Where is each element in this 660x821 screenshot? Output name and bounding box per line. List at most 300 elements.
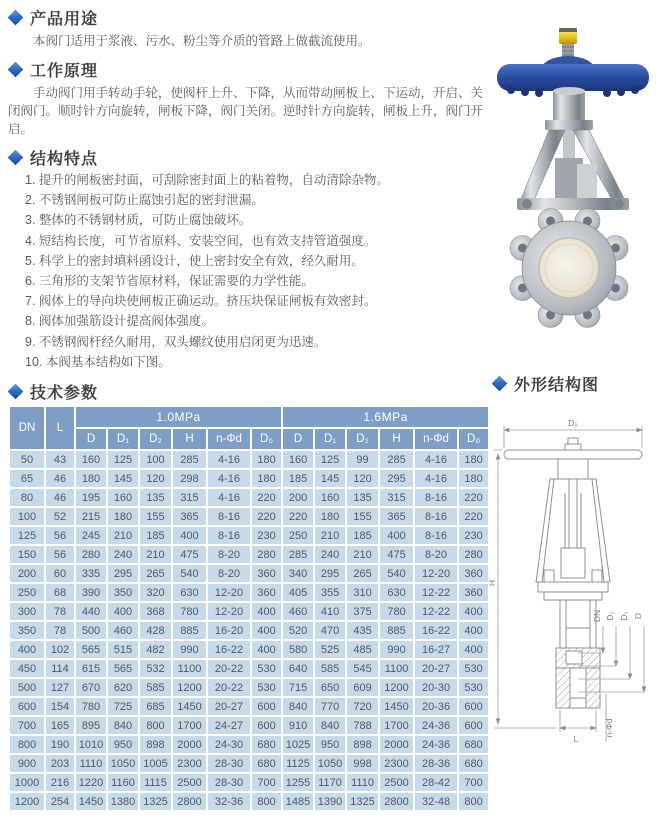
table-cell: 1380 [107,792,139,811]
section-title-usage: 产品用途 [30,10,99,28]
table-cell: 1220 [75,773,107,792]
table-cell: 65 [9,469,45,488]
table-cell: 145 [107,469,139,488]
table-cell: 460 [282,602,314,621]
table-cell: 20-30 [414,678,458,697]
table-cell: 520 [282,621,314,640]
section-header-features [8,148,490,166]
section-header-principle [8,60,490,78]
table-cell: 898 [139,735,172,754]
table-cell: 1700 [172,716,207,735]
table-cell: 215 [75,507,107,526]
table-cell: 410 [314,602,346,621]
table-cell: 630 [172,583,207,602]
table-cell: 565 [75,640,107,659]
table-cell: 482 [139,640,172,659]
column-header: D₀ [251,428,282,450]
column-header: n-Φd [414,428,458,450]
table-cell: 2300 [172,754,207,773]
table-cell: 230 [458,526,489,545]
table-cell: 400 [172,526,207,545]
table-cell: 800 [458,792,489,811]
table-row [9,792,489,811]
table-cell: 285 [379,450,414,469]
table-row [9,469,489,488]
table-cell: 898 [346,735,379,754]
feature-item: 2. 不锈钢闸板可防止腐蚀引起的密封泄漏。 [25,193,264,208]
table-cell: 1000 [9,773,45,792]
table-cell: 780 [379,602,414,621]
table-cell: 100 [139,450,172,469]
main-column [8,8,490,812]
table-cell: 310 [346,583,379,602]
table-row [9,640,489,659]
table-cell: 4-16 [414,469,458,488]
table-cell: 8-16 [414,526,458,545]
table-cell: 600 [251,716,282,735]
table-cell: 280 [251,545,282,564]
column-header: D₁ [314,428,346,450]
table-cell: 180 [458,469,489,488]
table-cell: 12-20 [207,583,251,602]
valve-body-flange [510,209,628,328]
table-cell: 2800 [172,792,207,811]
table-cell: 4-16 [207,488,251,507]
table-cell: 1325 [346,792,379,811]
table-cell: 28-42 [414,773,458,792]
section-header-outline [492,374,660,392]
table-cell: 600 [458,716,489,735]
table-cell: 2800 [379,792,414,811]
dim-label-d: D [633,612,643,620]
table-cell: 900 [9,754,45,773]
table-row [9,564,489,583]
table-cell: 52 [45,507,75,526]
table-cell: 350 [107,583,139,602]
table-cell: 315 [379,488,414,507]
table-cell: 24-30 [207,735,251,754]
table-cell: 1110 [346,773,379,792]
table-cell: 580 [282,640,314,659]
diamond-bullet-icon [492,375,508,391]
table-cell: 565 [107,659,139,678]
column-header: D₁ [107,428,139,450]
table-cell: 680 [458,754,489,773]
table-cell: 155 [139,507,172,526]
table-cell: 1160 [107,773,139,792]
feature-item: 10. 本阀基本结构如下图。 [25,354,171,369]
table-cell: 390 [75,583,107,602]
table-cell: 220 [282,507,314,526]
table-cell: 28-30 [207,773,251,792]
table-cell: 180 [107,507,139,526]
table-cell: 400 [251,621,282,640]
parameters-table [8,405,490,812]
diamond-bullet-icon [8,149,24,165]
column-header-l: L [45,406,75,450]
table-cell: 475 [172,545,207,564]
table-cell: 2500 [172,773,207,792]
table-cell: 1485 [282,792,314,811]
table-cell: 160 [107,488,139,507]
table-cell: 1125 [282,754,314,773]
table-cell: 360 [251,564,282,583]
table-cell: 250 [282,526,314,545]
table-cell: 216 [45,773,75,792]
table-cell: 335 [75,564,107,583]
column-group-1.6mpa: 1.6MPa [282,406,489,428]
table-cell: 120 [139,469,172,488]
table-cell: 700 [251,773,282,792]
table-cell: 1450 [75,792,107,811]
column-header: D₀ [458,428,489,450]
table-cell: 1200 [172,678,207,697]
table-cell: 298 [172,469,207,488]
table-cell: 220 [458,488,489,507]
table-cell: 12-22 [414,602,458,621]
table-cell: 1325 [139,792,172,811]
table-cell: 80 [9,488,45,507]
table-cell: 180 [458,450,489,469]
table-cell: 700 [458,773,489,792]
table-cell: 1010 [75,735,107,754]
table-cell: 200 [9,564,45,583]
table-cell: 615 [75,659,107,678]
column-header: D [282,428,314,450]
dim-label-nphid: n-Φd [604,718,614,738]
table-cell: 780 [75,697,107,716]
table-cell: 1005 [139,754,172,773]
table-cell: 254 [45,792,75,811]
table-cell: 600 [458,697,489,716]
table-cell: 295 [379,469,414,488]
feature-item: 1. 提升的闸板密封面，可刮除密封面上的粘着物，自动清除杂物。 [25,173,389,187]
table-cell: 185 [346,526,379,545]
feature-item: 8. 阀体加强筋设计提高阀体强度。 [25,314,214,329]
table-cell: 1100 [172,659,207,678]
table-cell: 780 [172,602,207,621]
table-cell: 145 [314,469,346,488]
table-cell: 368 [139,602,172,621]
table-cell: 680 [251,735,282,754]
feature-item: 9. 不锈钢阀杆经久耐用，双头螺纹使用启闭更为迅速。 [25,334,327,349]
column-group-1.0mpa: 1.0MPa [75,406,282,428]
table-cell: 585 [139,678,172,697]
section-header-usage [8,8,490,26]
table-cell: 230 [251,526,282,545]
table-cell: 440 [75,602,107,621]
table-cell: 540 [379,564,414,583]
table-subheader-row [9,428,489,450]
table-cell: 670 [75,678,107,697]
table-cell: 1200 [379,678,414,697]
table-cell: 720 [346,697,379,716]
table-cell: 400 [379,526,414,545]
feature-item: 6. 三角形的支架节省原材料，保证需要的力学性能。 [25,274,314,289]
table-cell: 16-27 [414,640,458,659]
table-cell: 800 [9,735,45,754]
table-cell: 2500 [379,773,414,792]
valve-yoke [517,87,629,210]
table-cell: 990 [172,640,207,659]
table-cell: 8-20 [207,564,251,583]
table-cell: 20-36 [414,697,458,716]
table-row [9,602,489,621]
table-cell: 470 [314,621,346,640]
table-row [9,545,489,564]
table-cell: 840 [107,716,139,735]
table-cell: 990 [379,640,414,659]
table-cell: 600 [9,697,45,716]
table-cell: 265 [346,564,379,583]
feature-item: 7. 阀体上的导向块使闸板正确运动。挤压块保证闸板有效密封。 [25,294,377,309]
table-cell: 46 [45,488,75,507]
table-cell: 78 [45,602,75,621]
table-cell: 525 [314,640,346,659]
dim-label-dn: DN [592,609,602,623]
table-cell: 540 [172,564,207,583]
table-cell: 100 [9,507,45,526]
table-cell: 46 [45,469,75,488]
table-row [9,621,489,640]
table-cell: 375 [346,602,379,621]
section-title-features: 结构特点 [30,150,99,168]
table-cell: 360 [458,583,489,602]
table-cell: 1025 [282,735,314,754]
table-cell: 203 [45,754,75,773]
table-cell: 715 [282,678,314,697]
table-cell: 530 [458,678,489,697]
table-cell: 1255 [282,773,314,792]
table-cell: 165 [45,716,75,735]
table-cell: 315 [172,488,207,507]
table-cell: 1450 [172,697,207,716]
principle-paragraph: 手动阀门用手转动手轮，使阀杆上升、下降，从而带动闸板上、下运动，开启、关闭阀门。顺时针方向旋转，闸板下降，阀门关闭。逆时针方向旋转，闸板上升，阀门开启。 [8,86,484,136]
table-cell: 20-22 [207,659,251,678]
column-header: H [379,428,414,450]
table-cell: 320 [139,583,172,602]
table-cell: 154 [45,697,75,716]
table-cell: 160 [282,450,314,469]
table-cell: 1100 [379,659,414,678]
table-cell: 285 [172,450,207,469]
table-cell: 800 [251,792,282,811]
table-cell: 885 [379,621,414,640]
table-cell: 405 [282,583,314,602]
table-cell: 725 [107,697,139,716]
table-cell: 2300 [379,754,414,773]
section-title-outline: 外形结构图 [514,376,600,394]
table-cell: 895 [75,716,107,735]
table-cell: 180 [251,469,282,488]
table-cell: 155 [346,507,379,526]
table-cell: 1700 [379,716,414,735]
table-cell: 340 [282,564,314,583]
table-cell: 78 [45,621,75,640]
table-cell: 1200 [9,792,45,811]
table-cell: 685 [139,697,172,716]
table-cell: 609 [346,678,379,697]
table-cell: 4-16 [207,450,251,469]
table-cell: 160 [314,488,346,507]
table-cell: 50 [9,450,45,469]
table-cell: 32-48 [414,792,458,811]
outline-drawing [488,398,656,754]
table-cell: 840 [282,697,314,716]
table-cell: 102 [45,640,75,659]
table-cell: 12-20 [414,564,458,583]
table-cell: 180 [75,469,107,488]
section-title-principle: 工作原理 [30,62,99,80]
table-cell: 8-16 [414,488,458,507]
table-cell: 150 [9,545,45,564]
section-header-parameters [8,382,490,400]
table-cell: 185 [282,469,314,488]
diamond-bullet-icon [8,61,24,77]
table-cell: 1110 [75,754,107,773]
table-cell: 8-16 [207,526,251,545]
table-cell: 240 [107,545,139,564]
table-row [9,735,489,754]
table-cell: 640 [282,659,314,678]
table-row [9,450,489,469]
table-cell: 515 [107,640,139,659]
table-cell: 195 [75,488,107,507]
table-cell: 125 [314,450,346,469]
diamond-bullet-icon [8,9,24,25]
valve-stem-cap [559,28,577,60]
table-cell: 840 [314,716,346,735]
table-cell: 500 [75,621,107,640]
table-cell: 1450 [379,697,414,716]
table-cell: 4-16 [207,469,251,488]
table-cell: 32-36 [207,792,251,811]
table-cell: 365 [172,507,207,526]
table-cell: 24-27 [207,716,251,735]
table-cell: 24-36 [414,716,458,735]
table-cell: 910 [282,716,314,735]
table-cell: 180 [314,507,346,526]
table-cell: 998 [346,754,379,773]
table-cell: 428 [139,621,172,640]
table-cell: 185 [139,526,172,545]
table-cell: 28-30 [207,754,251,773]
table-cell: 220 [251,488,282,507]
table-cell: 210 [346,545,379,564]
table-row [9,583,489,602]
feature-item: 5. 科学上的密封填料函设计，使上密封安全有效，经久耐用。 [25,253,364,268]
feature-item: 3. 整体的不锈钢材质，可防止腐蚀破坏。 [25,213,252,228]
table-cell: 680 [458,735,489,754]
column-header-dn: DN [9,406,45,450]
table-cell: 885 [172,621,207,640]
table-cell: 210 [139,545,172,564]
table-cell: 56 [45,526,75,545]
table-cell: 135 [139,488,172,507]
table-cell: 530 [458,659,489,678]
table-cell: 360 [458,564,489,583]
table-cell: 770 [314,697,346,716]
table-cell: 160 [75,450,107,469]
table-cell: 250 [9,583,45,602]
table-cell: 600 [251,697,282,716]
table-cell: 400 [251,602,282,621]
diamond-bullet-icon [8,383,24,399]
table-row [9,716,489,735]
dim-label-d0: D₀ [568,418,578,428]
table-cell: 190 [45,735,75,754]
table-cell: 460 [107,621,139,640]
feature-list [8,170,490,372]
table-cell: 295 [314,564,346,583]
feature-item: 4. 短结构长度，可节省原料、安装空间，也有效支持管道强度。 [25,233,377,248]
product-photo [488,8,658,368]
table-cell: 8-16 [414,507,458,526]
table-cell: 400 [251,640,282,659]
table-cell: 99 [346,450,379,469]
column-header: n-Φd [207,428,251,450]
table-cell: 350 [9,621,45,640]
table-cell: 365 [379,507,414,526]
dim-label-h: H [488,579,497,587]
table-row [9,678,489,697]
table-cell: 28-36 [414,754,458,773]
table-cell: 400 [458,640,489,659]
section-title-parameters: 技术参数 [30,384,99,402]
table-cell: 435 [346,621,379,640]
table-cell: 585 [314,659,346,678]
dim-label-d2: D₂ [605,611,615,621]
table-cell: 220 [251,507,282,526]
table-cell: 400 [107,602,139,621]
table-cell: 700 [9,716,45,735]
column-header: H [172,428,207,450]
table-cell: 1115 [139,773,172,792]
table-cell: 650 [314,678,346,697]
table-cell: 788 [346,716,379,735]
table-cell: 400 [458,602,489,621]
table-cell: 400 [458,621,489,640]
table-cell: 16-22 [414,621,458,640]
table-cell: 400 [9,640,45,659]
table-cell: 200 [282,488,314,507]
table-cell: 950 [314,735,346,754]
table-cell: 16-20 [207,621,251,640]
table-cell: 475 [379,545,414,564]
table-cell: 530 [251,659,282,678]
table-cell: 8-20 [414,545,458,564]
table-cell: 127 [45,678,75,697]
table-cell: 43 [45,450,75,469]
table-cell: 1390 [314,792,346,811]
table-cell: 8-16 [207,507,251,526]
table-cell: 355 [314,583,346,602]
table-cell: 485 [346,640,379,659]
table-row [9,488,489,507]
table-cell: 210 [314,526,346,545]
table-cell: 68 [45,583,75,602]
table-cell: 360 [251,583,282,602]
table-cell: 125 [9,526,45,545]
table-cell: 280 [75,545,107,564]
table-cell: 950 [107,735,139,754]
table-row [9,697,489,716]
table-header-row [9,406,489,428]
table-cell: 12-22 [414,583,458,602]
table-cell: 532 [139,659,172,678]
table-cell: 56 [45,545,75,564]
column-header: D₂ [346,428,379,450]
